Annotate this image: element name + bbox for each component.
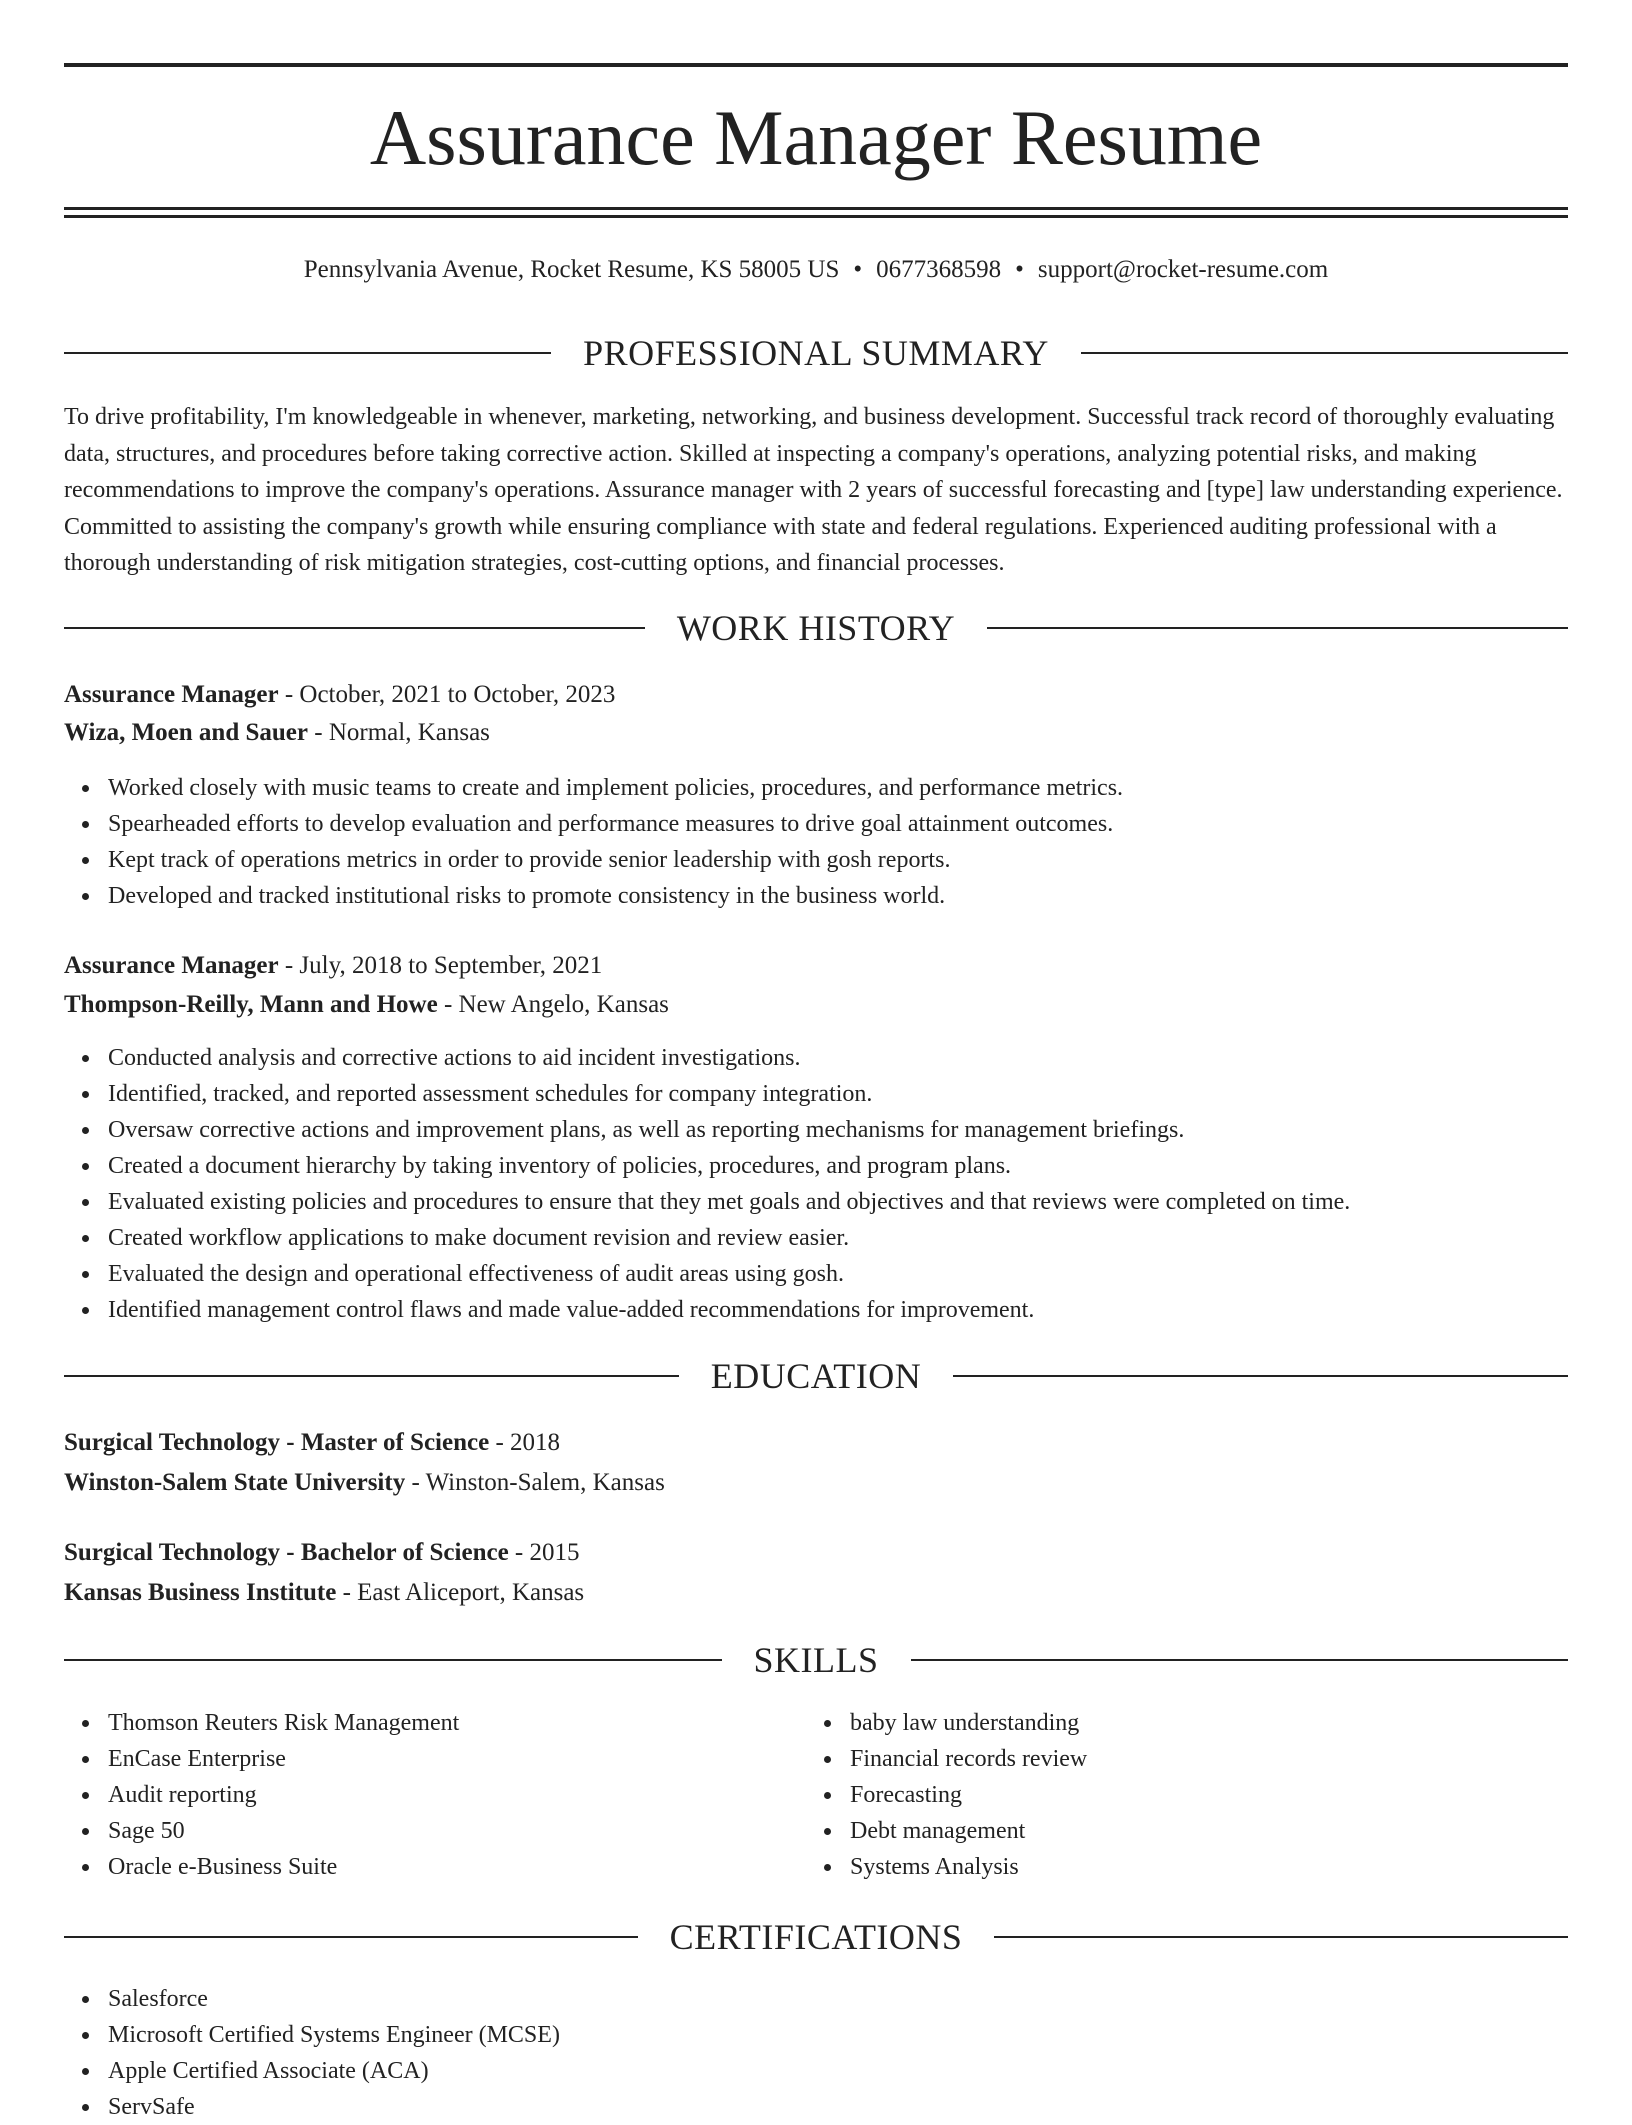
contact-address: Pennsylvania Avenue, Rocket Resume, KS 58005 US bbox=[303, 256, 840, 283]
section-rule bbox=[64, 627, 645, 629]
skill-item: Debt management bbox=[850, 1813, 1087, 1849]
education-school-line bbox=[64, 1466, 665, 1500]
title-double-rule bbox=[64, 207, 1568, 218]
list-item: Identified, tracked, and reported assessment schedules for company integration. bbox=[108, 1076, 1350, 1112]
skill-item: baby law understanding bbox=[850, 1705, 1087, 1741]
section-title: CERTIFICATIONS bbox=[669, 1917, 963, 1957]
contact-separator: • bbox=[1015, 256, 1024, 283]
section-rule bbox=[64, 1659, 722, 1661]
certification-item: ServSafe bbox=[108, 2089, 560, 2125]
section-title: SKILLS bbox=[753, 1640, 879, 1680]
list-item: Oversaw corrective actions and improvement plans, as well as reporting mechanisms for management briefings. bbox=[108, 1112, 1350, 1148]
list-item: Kept track of operations metrics in order to provide senior leadership with gosh reports. bbox=[108, 842, 1123, 878]
section-title: EDUCATION bbox=[710, 1356, 922, 1396]
certifications-list bbox=[64, 1981, 560, 2125]
section-header-work bbox=[64, 606, 1568, 650]
certification-item: Microsoft Certified Systems Engineer (MCSE) bbox=[108, 2017, 560, 2053]
resume-title: Assurance Manager Resume bbox=[369, 94, 1263, 181]
section-header-certifications bbox=[64, 1915, 1568, 1959]
education-location: - East Aliceport, Kansas bbox=[336, 1579, 585, 1606]
section-header-skills bbox=[64, 1638, 1568, 1682]
education-year: - 2015 bbox=[508, 1539, 580, 1566]
education-degree: Surgical Technology - Master of Science bbox=[64, 1429, 490, 1456]
list-item: Evaluated the design and operational effectiveness of audit areas using gosh. bbox=[108, 1256, 1350, 1292]
list-item: Identified management control flaws and made value-added recommendations for improvement. bbox=[108, 1292, 1350, 1328]
education-school-line bbox=[64, 1576, 584, 1610]
job-dates: - October, 2021 to October, 2023 bbox=[278, 681, 616, 708]
education-year: - 2018 bbox=[489, 1429, 561, 1456]
summary-paragraph: To drive profitability, I'm knowledgeable in whenever, marketing, networking, and business development. Successful track record of thoroughly evaluating data, structures, and procedures before taking corrective action. Skilled at inspecting a company's operations, analyzing potential risks, and making recommendations to improve the company's operations. Assurance manager with 2 years of successful forecasting and [type] law understanding experience. Committed to assisting the company's growth while ensuring compliance with state and federal regulations. Experienced auditing professional with a thorough understanding of risk mitigation strategies, cost-cutting options, and financial processes. bbox=[64, 404, 1563, 576]
list-item: Created workflow applications to make document revision and review easier. bbox=[108, 1220, 1350, 1256]
list-item: Spearheaded efforts to develop evaluation and performance measures to drive goal attainment outcomes. bbox=[108, 806, 1123, 842]
section-rule bbox=[1081, 352, 1568, 354]
education-school: Winston-Salem State University bbox=[64, 1469, 406, 1496]
contact-separator: • bbox=[853, 256, 863, 283]
skill-item: Financial records review bbox=[850, 1741, 1087, 1777]
skills-list-left bbox=[64, 1705, 459, 1885]
skills-list-right bbox=[806, 1705, 1087, 1885]
skill-item: EnCase Enterprise bbox=[108, 1741, 459, 1777]
job-title-line bbox=[64, 949, 602, 983]
contact-email: support@rocket-resume.com bbox=[1037, 256, 1329, 283]
list-item: Created a document hierarchy by taking inventory of policies, procedures, and program plans. bbox=[108, 1148, 1350, 1184]
job-dates: - July, 2018 to September, 2021 bbox=[278, 952, 603, 979]
education-degree: Surgical Technology - Bachelor of Science bbox=[64, 1539, 509, 1566]
section-rule bbox=[953, 1375, 1568, 1377]
section-title: WORK HISTORY bbox=[676, 608, 956, 648]
job-company-line bbox=[64, 716, 490, 750]
education-school: Kansas Business Institute bbox=[64, 1579, 337, 1606]
section-header-education bbox=[64, 1354, 1568, 1398]
section-header-summary bbox=[64, 331, 1568, 375]
section-rule bbox=[911, 1659, 1569, 1661]
list-item: Developed and tracked institutional risks to promote consistency in the business world. bbox=[108, 878, 1123, 914]
contact-phone: 0677368598 bbox=[876, 256, 1002, 283]
job-bullet-list bbox=[64, 770, 1123, 914]
skill-item: Thomson Reuters Risk Management bbox=[108, 1705, 459, 1741]
certification-item: Salesforce bbox=[108, 1981, 560, 2017]
job-company-line bbox=[64, 988, 669, 1022]
section-rule bbox=[64, 1375, 679, 1377]
section-rule bbox=[994, 1936, 1568, 1938]
job-company: Wiza, Moen and Sauer bbox=[64, 719, 308, 746]
skill-item: Oracle e-Business Suite bbox=[108, 1849, 459, 1885]
education-degree-line bbox=[64, 1536, 580, 1570]
skill-item: Sage 50 bbox=[108, 1813, 459, 1849]
job-location: - New Angelo, Kansas bbox=[437, 991, 669, 1018]
job-bullet-list bbox=[64, 1040, 1350, 1328]
section-rule bbox=[64, 1936, 638, 1938]
list-item: Evaluated existing policies and procedures to ensure that they met goals and objectives and that reviews were completed on time. bbox=[108, 1184, 1350, 1220]
job-company: Thompson-Reilly, Mann and Howe bbox=[64, 991, 438, 1018]
education-degree-line bbox=[64, 1426, 560, 1460]
section-rule bbox=[64, 352, 551, 354]
list-item: Worked closely with music teams to create and implement policies, procedures, and performance metrics. bbox=[108, 770, 1123, 806]
list-item: Conducted analysis and corrective actions to aid incident investigations. bbox=[108, 1040, 1350, 1076]
section-title: PROFESSIONAL SUMMARY bbox=[583, 333, 1049, 373]
job-title: Assurance Manager bbox=[64, 681, 279, 708]
skill-item: Systems Analysis bbox=[850, 1849, 1087, 1885]
skill-item: Audit reporting bbox=[108, 1777, 459, 1813]
certification-item: Apple Certified Associate (ACA) bbox=[108, 2053, 560, 2089]
job-title-line bbox=[64, 678, 615, 712]
skill-item: Forecasting bbox=[850, 1777, 1087, 1813]
job-title: Assurance Manager bbox=[64, 952, 279, 979]
contact-line bbox=[64, 253, 1568, 287]
job-location: - Normal, Kansas bbox=[308, 719, 490, 746]
section-rule bbox=[987, 627, 1568, 629]
top-rule bbox=[64, 63, 1568, 67]
education-location: - Winston-Salem, Kansas bbox=[405, 1469, 665, 1496]
